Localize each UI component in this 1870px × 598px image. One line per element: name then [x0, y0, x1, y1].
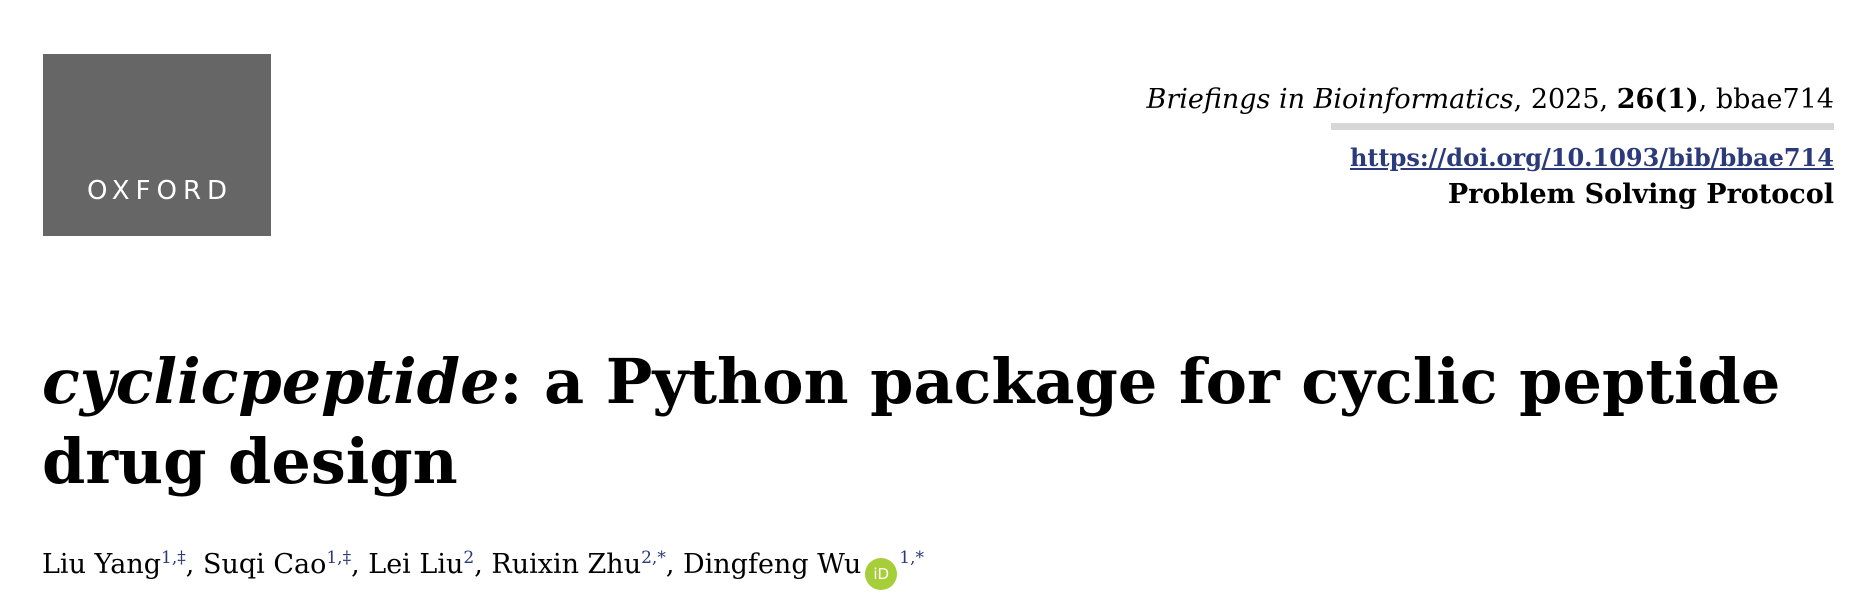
paper-title — [42, 342, 1802, 502]
author-list — [42, 540, 924, 590]
oxford-logo — [43, 54, 271, 236]
author-affiliation[interactable]: 1,‡ — [326, 548, 352, 568]
orcid-icon[interactable]: iD — [865, 558, 897, 590]
article-type: Problem Solving Protocol — [1447, 179, 1834, 210]
author-name: Lei Liu — [368, 549, 464, 580]
citation-line — [934, 82, 1834, 118]
citation-year: 2025 — [1530, 84, 1600, 115]
author-name: Ruixin Zhu — [491, 549, 642, 580]
doi-link[interactable]: https://doi.org/10.1093/bib/bbae714 — [1349, 143, 1834, 172]
citation-separator: , — [1599, 84, 1617, 115]
citation-volume: 26(1) — [1616, 84, 1699, 115]
logo-text: OXFORD — [86, 176, 234, 206]
author-affiliation[interactable]: 1,* — [899, 548, 924, 568]
title-rest: : a Python package for cyclic peptide drug design — [42, 345, 1781, 498]
author — [683, 548, 924, 583]
citation-article-id: bbae714 — [1715, 84, 1834, 115]
author-name: Liu Yang — [42, 549, 162, 580]
citation-separator: , — [1513, 84, 1531, 115]
author-affiliation[interactable]: 2,* — [641, 548, 666, 568]
title-package-name: cyclicpeptide — [42, 345, 500, 418]
author — [368, 549, 474, 580]
author-name: Suqi Cao — [202, 549, 327, 580]
journal-name: Briefings in Bioinformatics — [1146, 84, 1514, 115]
author — [491, 549, 665, 580]
journal-header — [934, 82, 1834, 213]
header-rule — [1331, 123, 1834, 130]
author-separator: , — [351, 549, 369, 580]
author-name: Dingfeng Wu — [683, 549, 862, 580]
author-affiliation[interactable]: 1,‡ — [161, 548, 186, 568]
author-separator: , — [474, 549, 492, 580]
author-affiliation[interactable]: 2 — [463, 548, 475, 568]
author-separator: , — [185, 549, 203, 580]
citation-separator: , — [1698, 84, 1716, 115]
author — [203, 549, 351, 580]
author — [42, 549, 186, 580]
author-separator: , — [665, 549, 683, 580]
